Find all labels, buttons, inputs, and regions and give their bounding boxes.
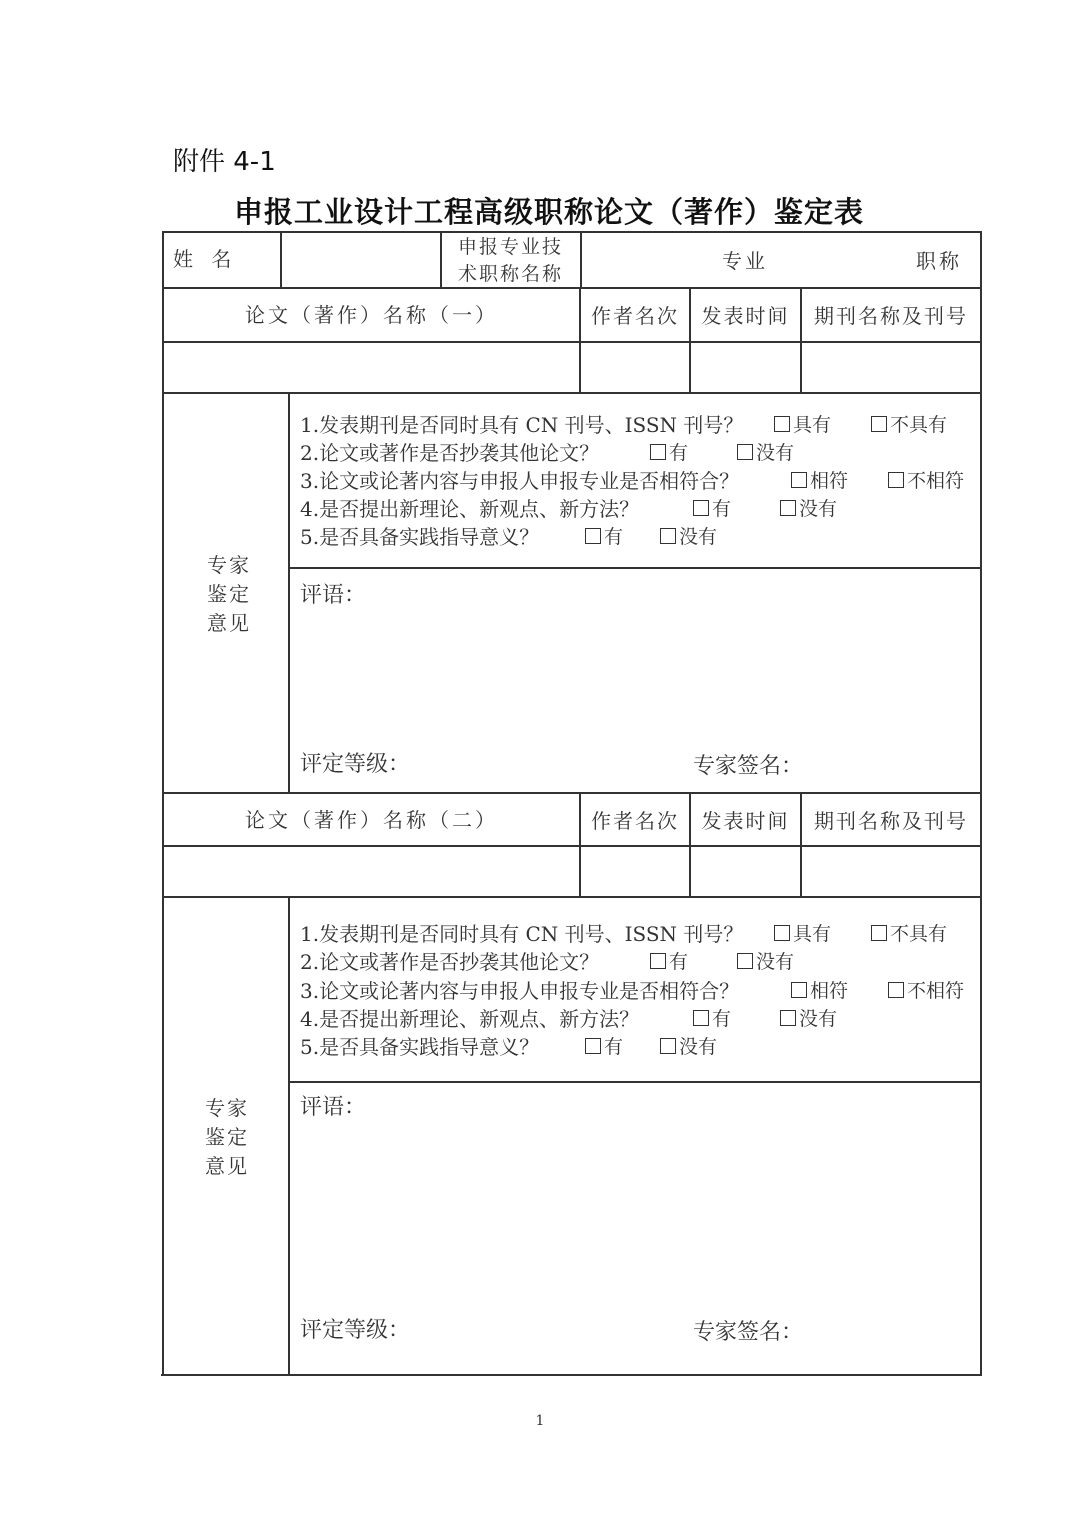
- paper-1-q2-option-no[interactable]: 没有: [737, 439, 794, 467]
- paper-1-q5-option-yes[interactable]: 有: [585, 523, 623, 551]
- paper-2-question-5: 5.是否具备实践指导意义？: [300, 1035, 540, 1059]
- paper-2-question-1: 1.发表期刊是否同时具有 CN 刊号、ISSN 刊号？: [300, 922, 744, 946]
- major-label: 专业: [722, 249, 768, 273]
- divider: [288, 392, 290, 793]
- paper-1-q5-option-no[interactable]: 没有: [660, 523, 717, 551]
- name-label: 姓 名: [173, 247, 238, 271]
- paper-2-q2-option-no[interactable]: 没有: [737, 948, 794, 976]
- paper-2-q3-option-yes[interactable]: 相符: [791, 977, 848, 1005]
- paper-2-q2-option-yes[interactable]: 有: [650, 948, 688, 976]
- checkbox-icon: [888, 472, 904, 488]
- checkbox-icon: [693, 500, 709, 516]
- checkbox-icon: [780, 500, 796, 516]
- paper-1-q3-option-no[interactable]: 不相符: [888, 467, 964, 495]
- paper-2-review-label-line3: 意见: [205, 1154, 249, 1178]
- divider: [288, 896, 290, 1375]
- paper-1-question-1: 1.发表期刊是否同时具有 CN 刊号、ISSN 刊号？: [300, 413, 744, 437]
- paper-2-question-3: 3.论文或论著内容与申报人申报专业是否相符合？: [300, 979, 740, 1003]
- form-title: 申报工业设计工程高级职称论文（著作）鉴定表: [233, 195, 864, 229]
- paper-2-author-rank-header: 作者名次: [591, 809, 679, 833]
- paper-1-review-label-line2: 鉴定: [207, 582, 251, 606]
- divider: [162, 392, 982, 394]
- paper-2-journal-input[interactable]: [802, 847, 980, 896]
- paper-1-question-3: 3.论文或论著内容与申报人申报专业是否相符合？: [300, 469, 740, 493]
- checkbox-icon: [871, 925, 887, 941]
- tech-title-label-line1: 申报专业技: [458, 236, 564, 258]
- checkbox-icon: [737, 444, 753, 460]
- paper-1-author-rank-input[interactable]: [581, 343, 689, 392]
- rank-label: 职称: [916, 249, 962, 273]
- paper-1-publish-time-header: 发表时间: [701, 304, 790, 328]
- paper-2-grade-label: 评定等级：: [300, 1318, 411, 1343]
- paper-2-q3-option-no[interactable]: 不相符: [888, 977, 964, 1005]
- paper-2-comment-label: 评语：: [300, 1095, 367, 1120]
- paper-1-journal-header: 期刊名称及刊号: [814, 304, 968, 328]
- checkbox-icon: [774, 925, 790, 941]
- paper-1-comment-label: 评语：: [300, 583, 367, 608]
- divider: [162, 896, 982, 898]
- paper-2-publish-time-header: 发表时间: [701, 809, 790, 833]
- paper-2-question-2: 2.论文或著作是否抄袭其他论文？: [300, 950, 600, 974]
- paper-1-review-label-line1: 专家: [207, 553, 251, 577]
- checkbox-icon: [650, 444, 666, 460]
- paper-1-question-5: 5.是否具备实践指导意义？: [300, 525, 540, 549]
- paper-2-q4-option-yes[interactable]: 有: [693, 1005, 731, 1033]
- paper-1-title-input[interactable]: [164, 343, 579, 392]
- paper-1-q4-option-no[interactable]: 没有: [780, 495, 837, 523]
- paper-1-title-label: 论文（著作）名称（一）: [245, 303, 498, 327]
- checkbox-icon: [737, 953, 753, 969]
- paper-2-title-input[interactable]: [164, 847, 579, 896]
- paper-1-comment-input[interactable]: [300, 615, 970, 745]
- divider: [288, 1081, 982, 1083]
- divider: [288, 567, 982, 569]
- paper-1-grade-label: 评定等级：: [300, 752, 411, 777]
- paper-1-q1-option-yes[interactable]: 具有: [774, 411, 831, 439]
- paper-2-q4-option-no[interactable]: 没有: [780, 1005, 837, 1033]
- paper-2-q5-option-no[interactable]: 没有: [660, 1033, 717, 1061]
- checkbox-icon: [791, 472, 807, 488]
- paper-2-q1-option-no[interactable]: 不具有: [871, 920, 947, 948]
- checkbox-icon: [774, 416, 790, 432]
- table-border-bottom: [161, 1374, 982, 1376]
- table-border-top: [162, 231, 982, 233]
- paper-2-q5-option-yes[interactable]: 有: [585, 1033, 623, 1061]
- divider: [280, 231, 282, 288]
- paper-1-publish-time-input[interactable]: [691, 343, 800, 392]
- paper-2-comment-input[interactable]: [300, 1130, 970, 1310]
- table-border-left: [162, 231, 164, 1376]
- paper-2-review-label-line2: 鉴定: [205, 1125, 249, 1149]
- attachment-label: 附件 4-1: [173, 147, 276, 177]
- paper-2-question-4: 4.是否提出新理论、新观点、新方法？: [300, 1007, 640, 1031]
- checkbox-icon: [871, 416, 887, 432]
- paper-1-q4-option-yes[interactable]: 有: [693, 495, 731, 523]
- page-number: 1: [535, 1413, 545, 1429]
- tech-title-label-line2: 术职称名称: [458, 263, 564, 285]
- paper-2-author-rank-input[interactable]: [581, 847, 689, 896]
- paper-2-signature-label: 专家签名：: [693, 1320, 804, 1345]
- checkbox-icon: [585, 528, 601, 544]
- paper-1-q1-option-no[interactable]: 不具有: [871, 411, 947, 439]
- table-border-right: [980, 231, 982, 1376]
- checkbox-icon: [780, 1010, 796, 1026]
- paper-1-author-rank-header: 作者名次: [591, 304, 679, 328]
- checkbox-icon: [888, 982, 904, 998]
- divider: [162, 792, 982, 794]
- divider: [440, 231, 442, 288]
- paper-1-q3-option-yes[interactable]: 相符: [791, 467, 848, 495]
- checkbox-icon: [585, 1038, 601, 1054]
- checkbox-icon: [693, 1010, 709, 1026]
- paper-1-review-label-line3: 意见: [207, 611, 251, 635]
- checkbox-icon: [791, 982, 807, 998]
- paper-1-journal-input[interactable]: [802, 343, 980, 392]
- checkbox-icon: [650, 953, 666, 969]
- divider: [580, 231, 582, 288]
- paper-2-q1-option-yes[interactable]: 具有: [774, 920, 831, 948]
- paper-1-q2-option-yes[interactable]: 有: [650, 439, 688, 467]
- paper-2-title-label: 论文（著作）名称（二）: [245, 808, 498, 832]
- checkbox-icon: [660, 528, 676, 544]
- paper-1-question-4: 4.是否提出新理论、新观点、新方法？: [300, 497, 640, 521]
- divider: [162, 287, 982, 289]
- paper-2-journal-header: 期刊名称及刊号: [814, 809, 968, 833]
- paper-1-question-2: 2.论文或著作是否抄袭其他论文？: [300, 441, 600, 465]
- paper-2-review-label-line1: 专家: [205, 1096, 249, 1120]
- paper-1-signature-label: 专家签名：: [693, 754, 804, 779]
- paper-2-publish-time-input[interactable]: [691, 847, 800, 896]
- checkbox-icon: [660, 1038, 676, 1054]
